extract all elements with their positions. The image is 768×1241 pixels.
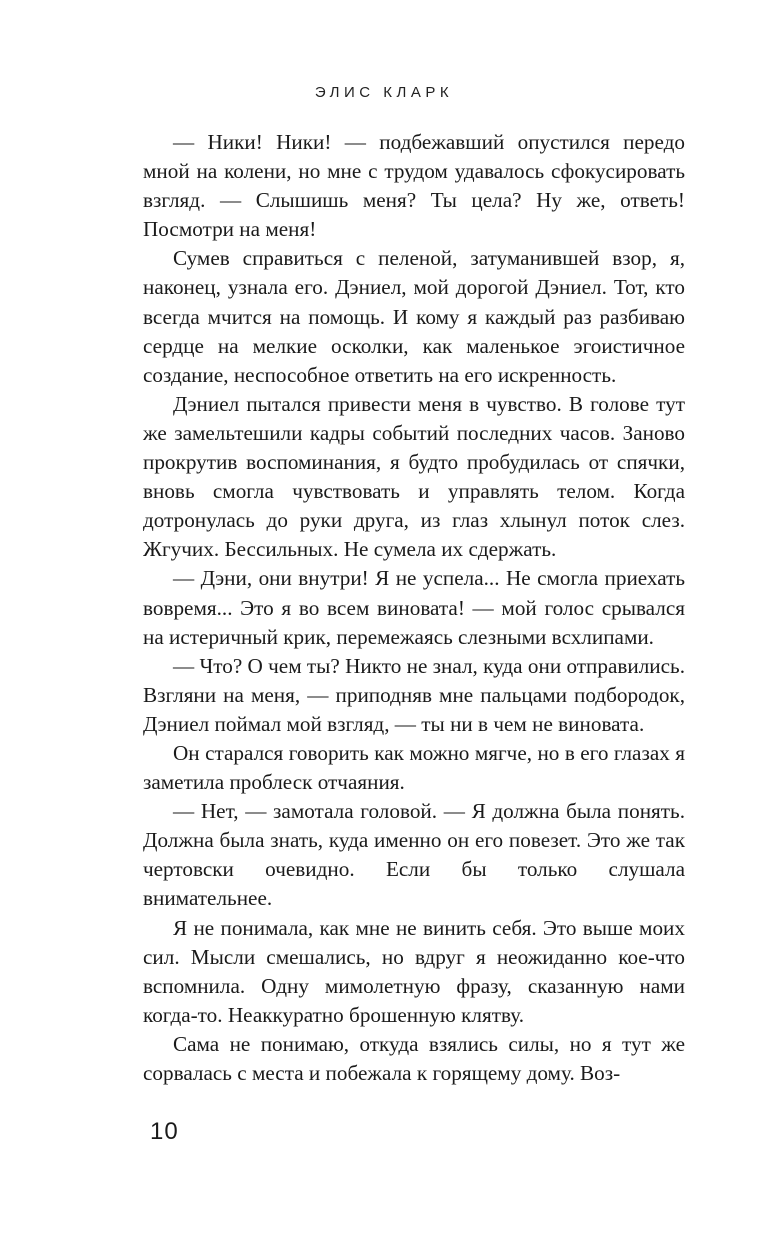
- paragraph-6: Он старался говорить как можно мягче, но в его глазах я заметила проблеск отчаяния.: [143, 740, 685, 795]
- paragraph-3: Дэниел пытался привести меня в чувство. В голове тут же замельтешили кадры событий последних часов. Заново прокрутив воспоминания, я будто пробудилась от спячки, вновь смогла чувствовать и управлять телом. Когда дотронулась до руки друга, из глаз хлынул поток слез. Жгучих. Бессильных. Не сумела их сдержать.: [143, 391, 685, 562]
- running-head-author: ЭЛИС КЛАРК: [314, 84, 454, 101]
- paragraph-8: Я не понимала, как мне не винить себя. Это выше моих сил. Мысли смешались, но вдруг я неожиданно кое-что вспомнила. Одну мимолетную фразу, сказанную нами когда-то. Неаккуратно брошенную клятву.: [143, 915, 685, 1027]
- paragraph-9: Сама не понимаю, откуда взялись силы, но я тут же сорвалась с места и побежала к горящему дому. Воз-: [143, 1031, 685, 1085]
- paragraph-5: — Что? О чем ты? Никто не знал, куда они отправились. Взгляни на меня, — приподняв мне пальцами подбородок, Дэниел поймал мой взгляд, — ты ни в чем не виновата.: [143, 653, 685, 736]
- page-number: 10: [150, 1118, 179, 1145]
- paragraph-4: — Дэни, они внутри! Я не успела... Не смогла приехать вовремя... Это я во всем виновата! — мой голос срывался на истеричный крик, перемежаясь слезными всхлипами.: [143, 566, 685, 649]
- paragraph-2: Сумев справиться с пеленой, затуманившей взор, я, наконец, узнала его. Дэниел, мой дорогой Дэниел. Тот, кто всегда мчится на помощь. И кому я каждый раз разбиваю сердце на мелкие осколки, как маленькое эгоистичное создание, неспособное ответить на его искренность.: [143, 246, 685, 387]
- paragraph-7: — Нет, — замотала головой. — Я должна была понять. Должна была знать, куда именно он его повезет. Это же так чертовски очевидно. Если бы только слушала внимательнее.: [143, 799, 685, 911]
- body-text: [143, 128, 685, 1088]
- paragraph-1: — Ники! Ники! — подбежавший опустился передо мной на колени, но мне с трудом удавалось сфокусировать взгляд. — Слышишь меня? Ты цела? Ну же, ответь! Посмотри на меня!: [143, 130, 685, 242]
